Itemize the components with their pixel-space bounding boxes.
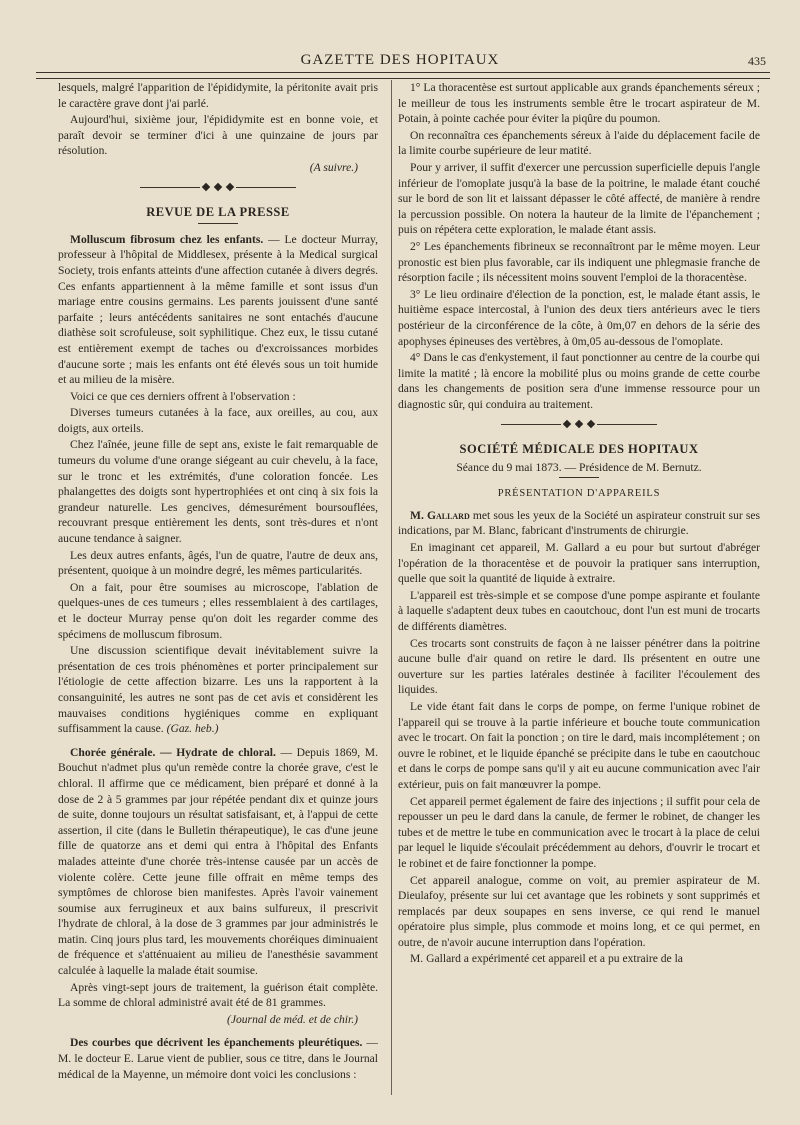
paragraph: En imaginant cet appareil, M. Gallard a eu pour but surtout d'abréger l'opération de la thoracentèse et de pouvoir la pratiquer sans interruption, quelle que soit la quantité de liquide à extraire. — [398, 541, 760, 586]
article-heading: Des courbes que décrivent les épanchements pleurétiques. — [70, 1036, 363, 1050]
left-column — [58, 80, 378, 1095]
paragraph: Chez l'aînée, jeune fille de sept ans, existe le fait remarquable de tumeurs du volume d'une orange siégeant au cuir chevelu, à la face, sur le tronc et les extrémités, d'une coloration foncée. Les phalangettes des doigts sont hypertrophiées et ont cinq à six fois la grandeur naturelle. Les gencives, démesurément boursouflées, recouvrant presque entièrement les dents, sont très-dures et n'ont aucune tendance à saigner. — [58, 438, 378, 546]
paragraph: Une discussion scientifique devait inévitablement suivre la présentation de ces trois phénomènes et porter principalement sur l'étiologie de cette affection bizarre. Les uns la rapportent à la consanguinité, les autres ne sont pas de cet avis et considèrent les mauvaises conditions hygiéniques comme en expliquant suffisamment la cause. (Gaz. heb.) — [58, 644, 378, 736]
article-heading: Molluscum fibrosum chez les enfants. — [70, 232, 264, 246]
ornament-divider — [58, 180, 378, 196]
paragraph: Les deux autres enfants, âgés, l'un de quatre, l'autre de deux ans, présentent, quoique à un moindre degré, les mêmes particularités. — [58, 548, 378, 578]
paragraph: M. Gallard met sous les yeux de la Société un aspirateur construit sur ses indications, par M. Blanc, fabricant d'instruments de chirurgie. — [398, 508, 760, 538]
paragraph: 3° Le lieu ordinaire d'élection de la ponction, est, le malade étant assis, le huitième espace intercostal, à l'union des deux tiers antérieurs avec le tiers postérieur de la circonférence de la côte, à 0m,07 en dehors de la série des apophyses épineuses des vertèbres, à 0m,05 au-dessous de l'omoplate. — [398, 287, 760, 348]
article-heading: Chorée générale. — Hydrate de chloral. — [70, 745, 276, 759]
paragraph: Diverses tumeurs cutanées à la face, aux oreilles, au cou, aux doigts, aux orteils. — [58, 406, 378, 435]
paragraph: Cet appareil permet également de faire des injections ; il suffit pour cela de repousser un peu le dard dans la canule, de fermer le robinet, de changer les tubes et de mettre le tube en communication avec le trocart à la place de celui par lequel le liquide s'écoulait précédemment au dehors, d'ouvrir le trocart et le robinet et de faire fonctionner la pompe. — [398, 794, 760, 870]
paragraph: On reconnaîtra ces épanchements séreux à l'aide du déplacement facile de la limite courbe supérieure de leur matité. — [398, 128, 760, 158]
paragraph: Le vide étant fait dans le corps de pompe, on ferme l'unique robinet de l'appareil qui se trouve à la partie inférieure et bouche toute communication avec le trocart. On fait la ponction ; on tire le dard, mais incomplétement ; on ouvre le robinet, et le liquide épanché se précipite dans le tube en caoutchouc et dans le corps de pompe sans qu'il y ait eu aucune communication avec l'air extérieur, puis on fait manœuvrer la pompe. — [398, 699, 760, 791]
paragraph: On a fait, pour être soumises au microscope, l'ablation de quelques-unes de ces tumeurs ; elles ressemblaient à des cartilages, et le docteur Murray pense qu'on doit les regarder comme des spécimens de molluscum fibrosum. — [58, 580, 378, 641]
session-subtitle: Séance du 9 mai 1873. — Présidence de M. Bernutz. — [456, 460, 702, 474]
source-citation: (Journal de méd. et de chir.) — [226, 1012, 358, 1026]
paragraph: Après vingt-sept jours de traitement, la guérison était complète. La somme de chloral administré avait été de 81 grammes. — [58, 980, 378, 1010]
speaker-name: M. Gallard — [410, 508, 470, 522]
paragraph: lesquels, malgré l'apparition de l'épididymite, la péritonite avait pris le caractère grave dont j'ai parlé. — [58, 81, 378, 110]
continuation-note: (A suivre.) — [309, 160, 358, 174]
paragraph: Cet appareil analogue, comme on voit, au premier aspirateur de M. Dieulafoy, présente sur lui cet avantage que les robinets y sont supprimés et remplacés par deux soupapes en sens inverse, ce qui rend le manuel opératoire plus simple, plus commode et moins long, et ce qui permet, en outre, de n'avoir aucune interruption dans l'opération. — [398, 873, 760, 949]
right-column — [398, 80, 760, 1095]
header-rule-thin — [36, 78, 770, 79]
running-header — [30, 46, 770, 72]
paragraph: 1° La thoracentèse est surtout applicable aux grands épanchements séreux ; le meilleur de tous les instruments semble être le trocart aspirateur de M. Potain, à pointe cachée pour éviter la piqûre du poumon. — [398, 81, 760, 126]
column-divider — [391, 80, 392, 1095]
subsection-title: PRÉSENTATION D'APPAREILS — [497, 488, 661, 500]
section-title-societe: SOCIÉTÉ MÉDICALE DES HOPITAUX — [459, 442, 699, 457]
article-choree: Chorée générale. — Hydrate de chloral. — Depuis 1869, M. Bouchut n'admet plus qu'un remède contre la chorée grave, c'est le chloral. Il affirme que ce médicament, bien préparé et donné à la dose de 2 à 5 grammes par jour répétée pendant dix et quinze jours de suite, donne toujours un résultat satisfaisant, et, à l'appui de cette assertion, il cite (dans le Bulletin thérapeutique), le cas d'une jeune fille de quatorze ans et demi qui entra à l'hôpital des Enfants malades atteinte d'une chorée très-intense causée par un accès de violente colère. Cette jeune fille offrait en même temps des symptômes de chlorose bien manifestes. Après l'avoir vainement soumise aux ferrugineux et aux bains sulfureux, il prescrivit l'hydrate de chloral, à la dose de 3 grammes par jour administrés le matin. Cinq jours plus tard, les mouvements choréiques diminuaient de fréquence et s'atténuaient au milieu de l'anesthésie savamment calculée à laquelle la malade était soumise. — [58, 745, 378, 978]
paragraph: 4° Dans le cas d'enkystement, il faut ponctionner au centre de la courbe qui limite la matité ; là encore la mobilité plus ou moins grande de cette courbe dans les changements de position sera d'une immense ressource pour un diagnostic sûr, qui conduira au traitement. — [398, 351, 760, 411]
ornament-divider — [398, 416, 760, 432]
paragraph: 2° Les épanchements fibrineux se reconnaîtront par le même moyen. Leur pronostic est bien plus favorable, car ils indiquent une phlegmasie franche de résorption facile ; ils nécessitent moins souvent l'emploi de la thoracentèse. — [398, 239, 760, 285]
header-rule — [36, 72, 770, 73]
article-molluscum: Molluscum fibrosum chez les enfants. — Le docteur Murray, professeur à l'hôpital de Middlesex, présente à la Medical surgical Society, trois enfants atteints d'une affection cutanée à divers degrés. Ces enfants appartiennent à la même famille et sont issus d'un mariage entre cousins germains. Les parents jouissent d'une santé parfaite ; leurs antécédents sanitaires ne sont entachés d'aucune diathèse soit scrofuleuse, soit syphilitique. Chez eux, le tissu cutané est entièrement exempt de taches ou d'excroissances morbides d'aucune sorte ; mais les enfants ont été élevés sous un toit humide et au milieu de la misère. — [58, 232, 378, 387]
paragraph: M. Gallard a expérimenté cet appareil et a pu extraire de la — [410, 952, 683, 966]
source-citation: (Gaz. heb.) — [166, 722, 219, 736]
paragraph: Ces trocarts sont construits de façon à ne laisser pénétrer dans la poitrine aucune bulle d'air quand on retire le dard. Ils présentent en outre une ouverture sur les parties latérales destinée à faciliter l'écoulement des liquides. — [398, 636, 760, 697]
paragraph: Voici ce que ces derniers offrent à l'observation : — [70, 389, 296, 403]
short-rule — [559, 477, 599, 478]
paragraph: Aujourd'hui, sixième jour, l'épididymite est en bonne voie, et paraît devoir se terminer d'ici à une quinzaine de jours par résolution. — [58, 113, 378, 158]
paragraph: Pour y arriver, il suffit d'exercer une percussion superficielle depuis l'angle inférieur de l'omoplate jusqu'à la base de la poitrine, le malade étant couché sur le bord de son lit et laissant dépasser le côté affecté, de manière à rendre la percussion possible. On notera la hauteur de la limite de l'épanchement ; puis on répétera cette exploration, le malade étant assis. — [398, 160, 760, 237]
page-number: 435 — [748, 54, 766, 68]
paragraph: L'appareil est très-simple et se compose d'une pompe aspirante et foulante à laquelle s'adaptent deux tubes en caoutchouc, dont l'un est muni de trocarts de différents diamètres. — [398, 588, 760, 633]
section-title-revue: REVUE DE LA PRESSE — [146, 205, 290, 220]
article-courbes: Des courbes que décrivent les épanchements pleurétiques. — M. le docteur E. Larue vient de publier, sous ce titre, dans le Journal médical de la Mayenne, un mémoire dont voici les conclusions : — [58, 1036, 378, 1081]
short-rule — [198, 223, 238, 224]
journal-title: GAZETTE DES HOPITAUX — [300, 52, 500, 68]
